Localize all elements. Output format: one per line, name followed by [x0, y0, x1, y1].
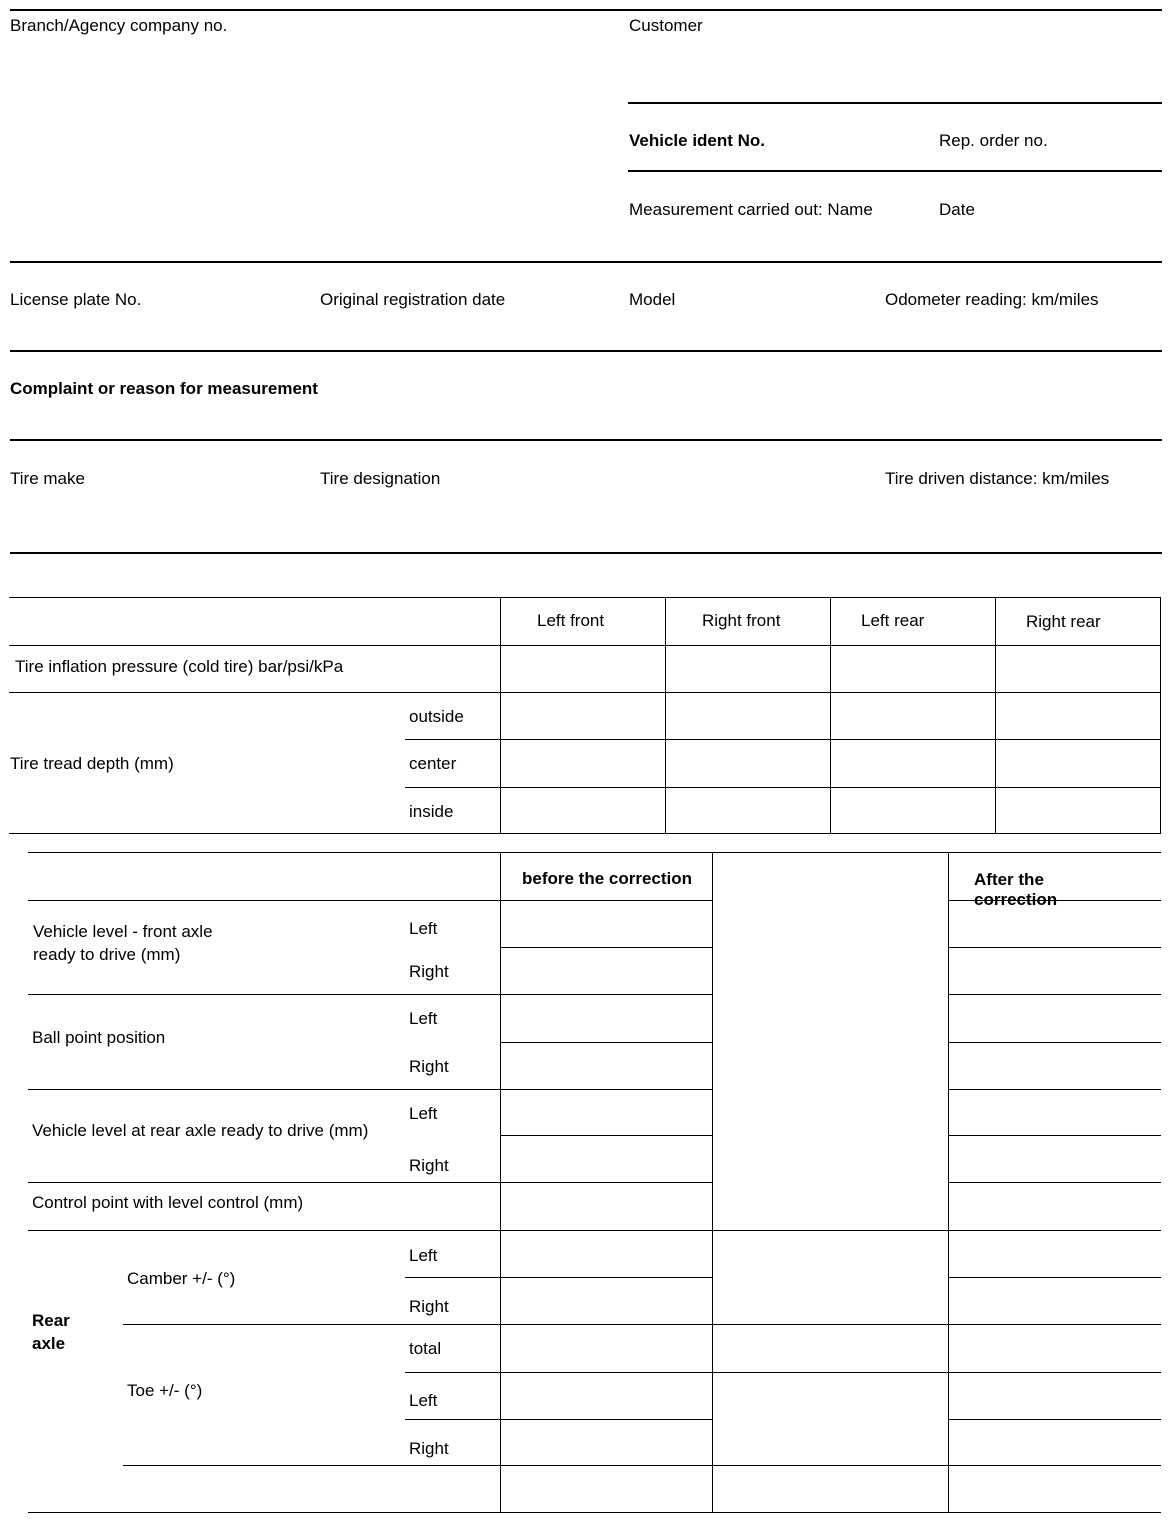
branch-label: Branch/Agency company no. [10, 16, 228, 35]
level-table-line [28, 1089, 712, 1090]
rep-order-label: Rep. order no. [939, 131, 1048, 150]
level-table-line [500, 947, 712, 948]
tire-table-vline [995, 597, 996, 833]
ball-point-left: Left [409, 1009, 438, 1028]
tire-table-vline [1160, 597, 1161, 833]
model-label: Model [629, 290, 676, 309]
tire-table-vline [500, 597, 501, 833]
top-rule [10, 9, 1162, 11]
pressure-left-front-cell[interactable] [501, 646, 664, 691]
level-table-line [500, 1042, 712, 1043]
camber-left: Left [409, 1246, 438, 1265]
tire-rule [10, 552, 1162, 554]
col-right-front: Right front [702, 611, 781, 630]
before-correction-header: before the correction [522, 869, 693, 888]
complaint-rule [10, 439, 1162, 441]
front-level-left: Left [409, 919, 438, 938]
col-left-rear: Left rear [861, 611, 925, 630]
level-table-vline [712, 852, 713, 1512]
tire-make-label: Tire make [10, 469, 85, 488]
front-level-label: Vehicle level - front axle ready to drive (mm) [33, 922, 213, 964]
level-table-line [28, 1230, 1161, 1231]
customer-label: Customer [629, 16, 703, 35]
tread-outside-label: outside [409, 707, 464, 726]
level-table-line [948, 1277, 1161, 1278]
tire-table-line [405, 787, 1161, 788]
level-table-vline [948, 852, 949, 1512]
vehicle-rule [10, 350, 1162, 352]
pressure-right-rear-cell[interactable] [996, 646, 1159, 691]
level-table-line [948, 1182, 1161, 1183]
toe-label: Toe +/- (°) [127, 1381, 203, 1400]
after-correction-header: After the correction [974, 870, 1058, 909]
tire-table-vline [830, 597, 831, 833]
pressure-right-front-cell[interactable] [666, 646, 829, 691]
level-table-line [948, 1419, 1161, 1420]
pressure-left-rear-cell[interactable] [831, 646, 994, 691]
header-bottom-rule [10, 261, 1162, 263]
tire-table-top [9, 597, 1161, 598]
level-table-line [28, 1182, 712, 1183]
level-table-line [405, 1372, 1161, 1373]
level-table-line [948, 1042, 1161, 1043]
tire-table-bottom [9, 833, 1161, 834]
level-table-line [948, 1135, 1161, 1136]
camber-right: Right [409, 1297, 449, 1316]
toe-total: total [409, 1339, 442, 1358]
level-table-line [948, 994, 1161, 995]
level-table-line [948, 1089, 1161, 1090]
measurement-name-label: Measurement carried out: Name [629, 200, 873, 219]
tread-inside-label: inside [409, 802, 454, 821]
license-plate-label: License plate No. [10, 290, 142, 309]
col-left-front: Left front [537, 611, 605, 630]
tire-table-vline [665, 597, 666, 833]
level-table-bottom [28, 1512, 1161, 1513]
level-table-line [123, 1465, 1161, 1466]
tire-driven-label: Tire driven distance: km/miles [885, 469, 1110, 488]
toe-right: Right [409, 1439, 449, 1458]
level-table-line [405, 1419, 712, 1420]
col-right-rear: Right rear [1026, 612, 1101, 631]
level-table-line [500, 1135, 712, 1136]
pressure-label: Tire inflation pressure (cold tire) bar/psi/kPa [15, 657, 344, 676]
ball-point-right: Right [409, 1057, 449, 1076]
control-point-label: Control point with level control (mm) [32, 1193, 304, 1212]
toe-left: Left [409, 1391, 438, 1410]
level-table-vline [500, 852, 501, 1512]
odometer-label: Odometer reading: km/miles [885, 290, 1099, 309]
tread-depth-label: Tire tread depth (mm) [10, 754, 174, 773]
rear-axle-label: Rear axle [32, 1311, 70, 1353]
complaint-label: Complaint or reason for measurement [10, 379, 318, 398]
level-table-line [28, 994, 712, 995]
vehicle-ident-rule [628, 170, 1162, 172]
tire-table-line [9, 692, 1161, 693]
tread-center-label: center [409, 754, 457, 773]
rear-level-label: Vehicle level at rear axle ready to drive (mm) [32, 1121, 369, 1140]
ball-point-label: Ball point position [32, 1028, 166, 1047]
front-level-right: Right [409, 962, 449, 981]
customer-rule [628, 102, 1162, 104]
orig-registration-label: Original registration date [320, 290, 506, 309]
level-table-line [123, 1324, 1161, 1325]
tire-designation-label: Tire designation [320, 469, 441, 488]
date-label: Date [939, 200, 975, 219]
rear-level-left: Left [409, 1104, 438, 1123]
level-table-top [28, 852, 1161, 853]
rear-level-right: Right [409, 1156, 449, 1175]
camber-label: Camber +/- (°) [127, 1269, 236, 1288]
level-table-line [28, 900, 712, 901]
level-table-line [405, 1277, 712, 1278]
level-table-line [948, 947, 1161, 948]
vehicle-ident-label: Vehicle ident No. [629, 131, 766, 150]
tire-table-line [405, 739, 1161, 740]
